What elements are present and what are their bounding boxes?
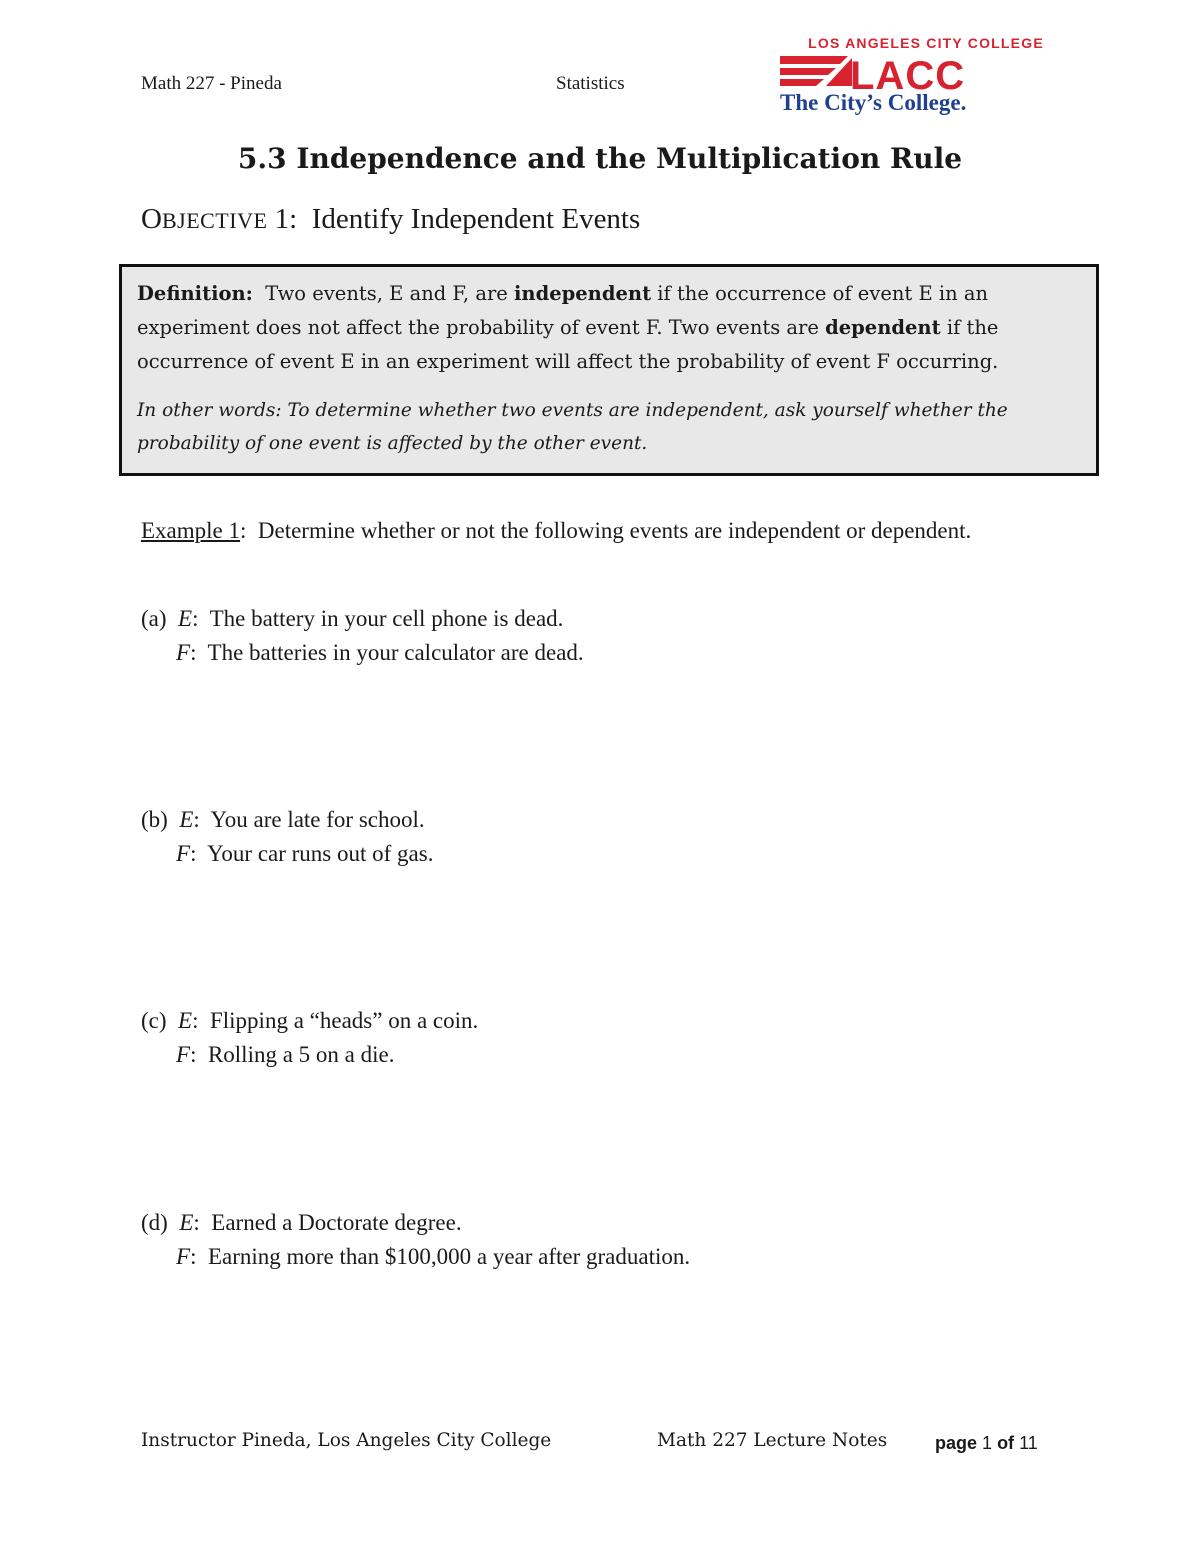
other-words-paragraph: In other words: To determine whether two events are independent, ask yourself whether the probability of one event is affected by the other event. bbox=[137, 400, 1008, 454]
event-f-text: Rolling a 5 on a die. bbox=[207, 1042, 395, 1067]
event-f-text: Earning more than $100,000 a year after graduation. bbox=[207, 1244, 691, 1269]
page-total: 11 bbox=[1019, 1433, 1038, 1453]
definition-paragraph bbox=[137, 277, 1082, 379]
event-f-label: F bbox=[176, 640, 191, 665]
page-title: 5.3 Independence and the Multiplication Rule bbox=[237, 142, 963, 175]
objective-prefix-rest: BJECTIVE bbox=[161, 208, 268, 233]
item-tag: (c) bbox=[141, 1008, 167, 1033]
event-f-label: F bbox=[176, 1042, 191, 1067]
objective-text: Identify Independent Events bbox=[311, 203, 641, 235]
event-e-text: The battery in your cell phone is dead. bbox=[209, 606, 564, 631]
definition-box bbox=[119, 264, 1099, 476]
event-f-text: Your car runs out of gas. bbox=[207, 841, 434, 866]
event-e-text: Earned a Doctorate degree. bbox=[211, 1210, 462, 1235]
definition-text-2: if the occurrence of event E in an experiment does not affect the probability of event F. Two events are bbox=[137, 282, 989, 339]
header-course: Math 227 - Pineda bbox=[141, 73, 282, 94]
example-prompt: Example 1: Determine whether or not the following events are independent or dependent. bbox=[141, 518, 972, 543]
example-item-c: (c) E: Flipping a “heads” on a coin. F: Rolling a 5 on a die. bbox=[141, 1008, 479, 1067]
footer-instructor: Instructor Pineda, Los Angeles City College bbox=[141, 1430, 552, 1451]
item-tag: (b) bbox=[141, 807, 168, 832]
logo-stripes bbox=[780, 56, 852, 86]
event-e-label: E bbox=[178, 606, 193, 631]
logo-tagline: The City’s College. bbox=[780, 90, 967, 115]
objective-heading bbox=[141, 203, 640, 236]
page-num: 1 bbox=[982, 1433, 993, 1453]
event-e-text: You are late for school. bbox=[210, 807, 425, 832]
definition-label: Definition: bbox=[137, 282, 253, 305]
definition-text-3: if the occurrence of event E in an experiment will affect the probability of event F occurring. bbox=[137, 316, 999, 373]
objective-number: 1: bbox=[274, 203, 298, 235]
event-f-text: The batteries in your calculator are dead. bbox=[207, 640, 584, 665]
lacc-logo bbox=[778, 34, 1074, 116]
example-item-b: (b) E: You are late for school. F: Your car runs out of gas. bbox=[141, 807, 434, 866]
event-e-label: E bbox=[178, 1008, 193, 1033]
footer-course-notes: Math 227 Lecture Notes bbox=[657, 1430, 888, 1451]
logo-top-text: LOS ANGELES CITY COLLEGE bbox=[808, 35, 1044, 51]
definition-text-1: Two events, E and F, are bbox=[265, 282, 508, 305]
example-item-a: (a) E: The battery in your cell phone is dead. F: The batteries in your calculator are dead. bbox=[141, 606, 584, 665]
event-e-text: Flipping a “heads” on a coin. bbox=[209, 1008, 479, 1033]
event-e-label: E bbox=[179, 1210, 194, 1235]
example-label: Example 1 bbox=[141, 518, 240, 543]
example-text: Determine whether or not the following events are independent or dependent. bbox=[257, 518, 972, 543]
example-item-d: (d) E: Earned a Doctorate degree. F: Earning more than $100,000 a year after graduation. bbox=[141, 1210, 691, 1269]
event-f-label: F bbox=[176, 1244, 191, 1269]
logo-main-text: LACC bbox=[850, 54, 966, 98]
term-independent: independent bbox=[514, 282, 652, 305]
term-dependent: dependent bbox=[825, 316, 941, 339]
item-tag: (a) bbox=[141, 606, 167, 631]
objective-prefix-initial: O bbox=[141, 203, 162, 235]
event-e-label: E bbox=[179, 807, 194, 832]
page-word: page bbox=[935, 1433, 978, 1453]
header-subject: Statistics bbox=[556, 73, 625, 94]
footer-page-number bbox=[935, 1433, 1038, 1454]
item-tag: (d) bbox=[141, 1210, 168, 1235]
of-word: of bbox=[997, 1433, 1015, 1453]
event-f-label: F bbox=[176, 841, 191, 866]
